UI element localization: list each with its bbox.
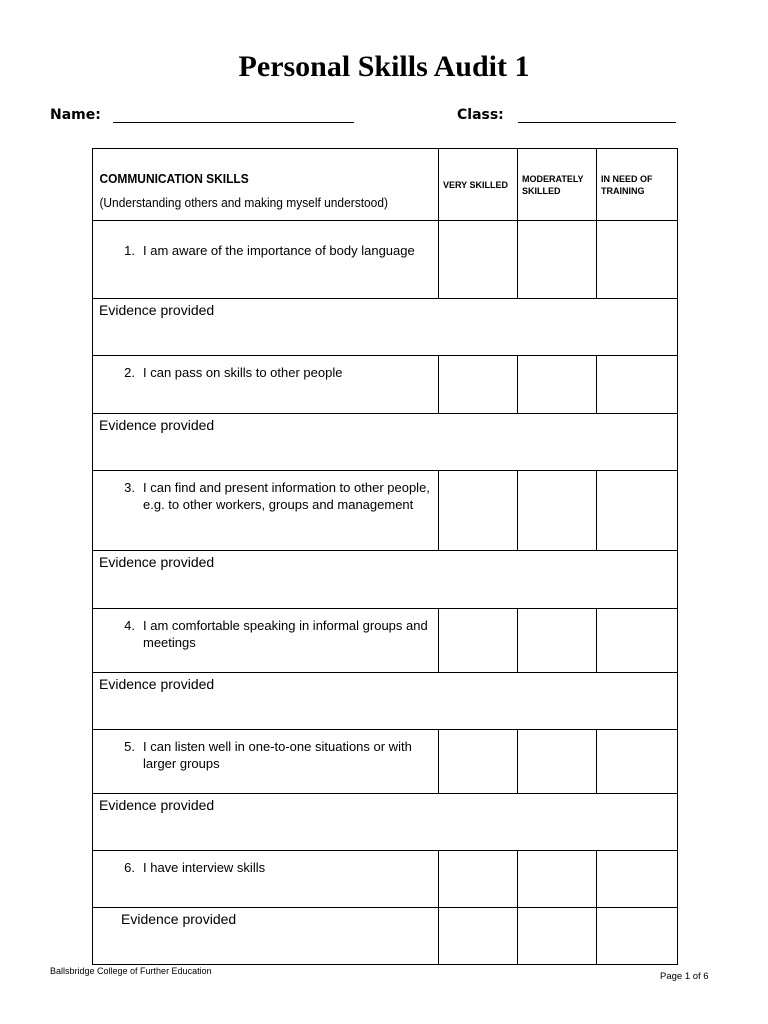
moderately-skilled-checkbox[interactable] xyxy=(518,471,597,551)
needs-training-checkbox[interactable] xyxy=(597,471,678,551)
moderately-skilled-checkbox[interactable] xyxy=(518,851,597,908)
very-skilled-checkbox[interactable] xyxy=(439,730,518,794)
evidence-label: Evidence provided xyxy=(99,554,215,570)
footer-page-number: Page 1 of 6 xyxy=(660,971,709,982)
skill-statement-cell xyxy=(93,471,439,551)
column-header-very-skilled: VERY SKILLED xyxy=(439,149,518,221)
section-header-cell xyxy=(93,149,439,221)
very-skilled-checkbox[interactable] xyxy=(439,851,518,908)
moderately-skilled-checkbox[interactable] xyxy=(518,609,597,673)
needs-training-checkbox[interactable] xyxy=(597,730,678,794)
skill-statement-cell xyxy=(93,356,439,414)
item-text: I can pass on skills to other people xyxy=(143,365,343,380)
footer-college-name: Ballsbridge College of Further Education xyxy=(50,966,212,976)
needs-training-checkbox[interactable] xyxy=(597,609,678,673)
item-text: I can listen well in one-to-one situations or with larger groups xyxy=(143,739,412,771)
needs-training-checkbox[interactable] xyxy=(597,851,678,908)
moderately-skilled-checkbox[interactable] xyxy=(518,221,597,299)
skill-row xyxy=(93,851,678,908)
section-subtitle: (Understanding others and making myself understood) xyxy=(99,195,388,210)
evidence-label: Evidence provided xyxy=(99,797,215,813)
item-text: I have interview skills xyxy=(143,860,266,875)
moderately-skilled-checkbox[interactable] xyxy=(518,356,597,414)
skill-row xyxy=(93,221,678,299)
item-number: 5. xyxy=(124,739,135,754)
skill-statement-cell xyxy=(93,730,439,794)
page-title: Personal Skills Audit 1 xyxy=(238,50,530,83)
skills-audit-table xyxy=(92,148,678,965)
evidence-field[interactable] xyxy=(93,908,439,965)
evidence-label: Evidence provided xyxy=(99,676,215,692)
section-title: COMMUNICATION SKILLS xyxy=(99,171,249,186)
needs-training-checkbox[interactable] xyxy=(597,356,678,414)
item-text: I am comfortable speaking in informal groups and meetings xyxy=(143,618,428,650)
very-skilled-checkbox[interactable] xyxy=(439,609,518,673)
evidence-row xyxy=(93,551,678,609)
very-skilled-checkbox[interactable] xyxy=(439,471,518,551)
needs-training-checkbox[interactable] xyxy=(597,908,678,965)
evidence-field[interactable] xyxy=(93,794,678,851)
evidence-field[interactable] xyxy=(93,299,678,356)
skill-statement-cell xyxy=(93,609,439,673)
evidence-field[interactable] xyxy=(93,673,678,730)
very-skilled-checkbox[interactable] xyxy=(439,221,518,299)
item-text: I am aware of the importance of body language xyxy=(143,243,415,258)
item-number: 6. xyxy=(124,860,135,875)
column-header-in-need-of-training: IN NEED OF TRAINING xyxy=(597,149,678,221)
moderately-skilled-checkbox[interactable] xyxy=(518,730,597,794)
evidence-row xyxy=(93,299,678,356)
skill-row xyxy=(93,356,678,414)
evidence-label: Evidence provided xyxy=(121,911,237,927)
evidence-row xyxy=(93,908,678,965)
item-text: I can find and present information to other people, e.g. to other workers, groups and management xyxy=(143,480,430,512)
evidence-field[interactable] xyxy=(93,414,678,471)
name-label: Name: xyxy=(50,107,101,123)
skill-statement-cell xyxy=(93,221,439,299)
evidence-field[interactable] xyxy=(93,551,678,609)
evidence-row xyxy=(93,414,678,471)
evidence-label: Evidence provided xyxy=(99,417,215,433)
needs-training-checkbox[interactable] xyxy=(597,221,678,299)
moderately-skilled-checkbox[interactable] xyxy=(518,908,597,965)
item-number: 3. xyxy=(124,480,135,495)
evidence-row xyxy=(93,673,678,730)
item-number: 4. xyxy=(124,618,135,633)
very-skilled-checkbox[interactable] xyxy=(439,356,518,414)
table-header-row xyxy=(93,149,678,221)
very-skilled-checkbox[interactable] xyxy=(439,908,518,965)
class-field[interactable] xyxy=(518,122,676,123)
name-field[interactable] xyxy=(113,122,354,123)
skill-row xyxy=(93,730,678,794)
column-header-moderately-skilled: MODERATELY SKILLED xyxy=(518,149,597,221)
skill-statement-cell xyxy=(93,851,439,908)
evidence-label: Evidence provided xyxy=(99,302,215,318)
evidence-row xyxy=(93,794,678,851)
class-label: Class: xyxy=(457,107,504,123)
skill-row xyxy=(93,609,678,673)
skill-row xyxy=(93,471,678,551)
item-number: 1. xyxy=(124,243,135,258)
item-number: 2. xyxy=(124,365,135,380)
